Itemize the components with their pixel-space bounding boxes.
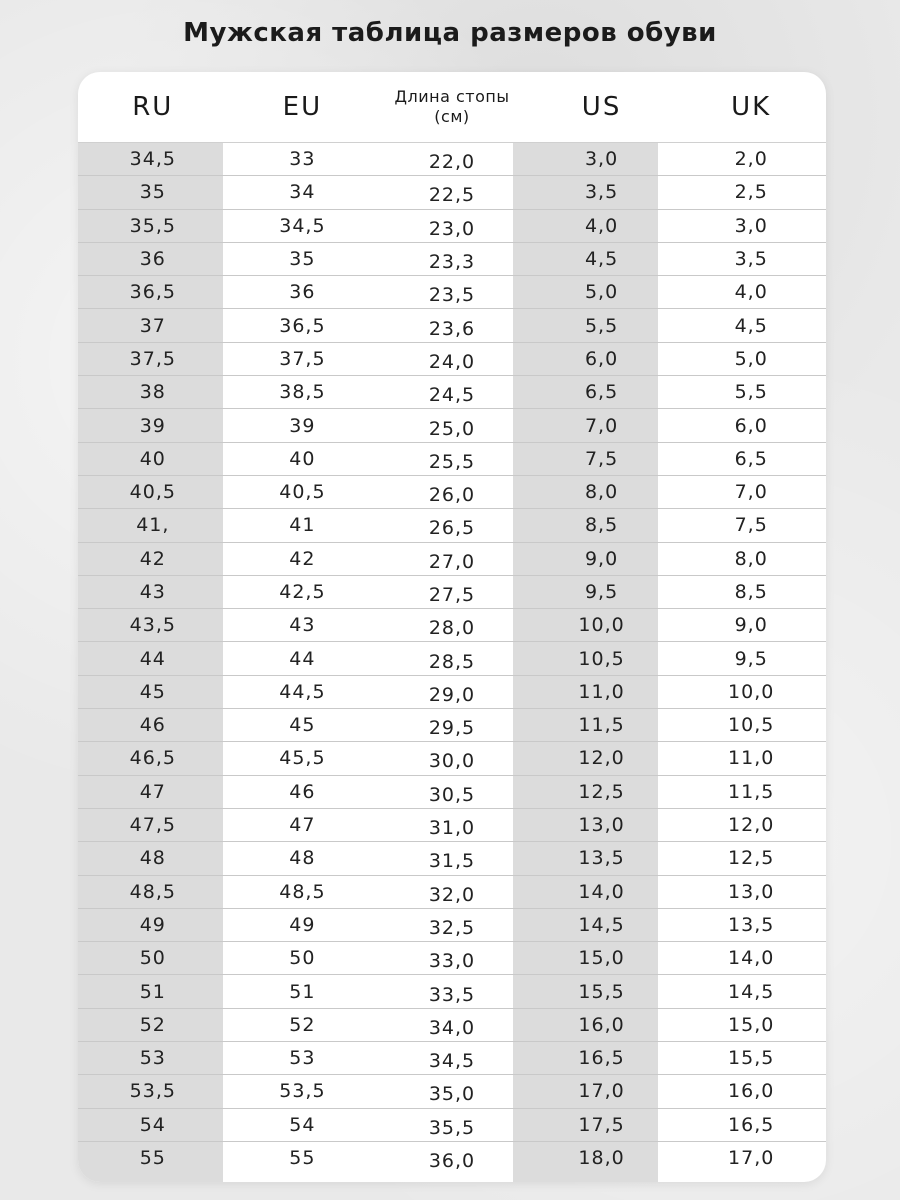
eu-size-cell: 49 bbox=[289, 913, 316, 936]
foot-length-cell: 31,0 bbox=[428, 817, 476, 840]
us-size-cell: 5,5 bbox=[584, 314, 619, 337]
eu-size-cell: 47 bbox=[289, 814, 316, 837]
ru-size-cell: 35 bbox=[139, 181, 166, 204]
us-size-cell: 12,0 bbox=[578, 747, 625, 770]
foot-length-cell: 30,5 bbox=[428, 783, 476, 806]
us-size-cell: 11,0 bbox=[578, 680, 625, 703]
uk-size-cell: 16,0 bbox=[728, 1080, 775, 1103]
uk-size-cell: 3,0 bbox=[734, 214, 768, 237]
us-size-cell: 3,5 bbox=[584, 181, 619, 204]
eu-size-cell: 40,5 bbox=[279, 481, 326, 504]
uk-size-cell: 10,5 bbox=[728, 714, 775, 737]
eu-size-cell: 38,5 bbox=[279, 381, 326, 404]
uk-size-cell: 13,5 bbox=[728, 913, 775, 936]
ru-size-cell: 40,5 bbox=[129, 481, 176, 504]
us-size-cell: 10,5 bbox=[578, 647, 625, 670]
ru-size-cell: 37,5 bbox=[129, 347, 176, 370]
table-row bbox=[78, 875, 826, 908]
uk-size-cell: 6,0 bbox=[734, 414, 768, 437]
foot-length-cell: 23,0 bbox=[428, 217, 476, 240]
foot-length-cell: 31,5 bbox=[428, 850, 476, 873]
table-row bbox=[78, 575, 826, 608]
eu-size-cell: 42,5 bbox=[279, 581, 326, 603]
ru-size-cell: 54 bbox=[139, 1113, 166, 1136]
us-size-cell: 8,5 bbox=[584, 514, 619, 537]
ru-size-cell: 47,5 bbox=[129, 814, 176, 837]
table-row bbox=[78, 408, 826, 441]
size-table-card bbox=[78, 72, 826, 1182]
us-size-cell: 16,5 bbox=[578, 1047, 625, 1070]
table-row bbox=[78, 608, 826, 641]
eu-size-cell: 44 bbox=[289, 647, 316, 670]
ru-size-cell: 50 bbox=[139, 947, 166, 970]
foot-length-cell: 23,3 bbox=[428, 251, 476, 274]
us-size-cell: 7,5 bbox=[584, 447, 619, 470]
uk-size-cell: 5,5 bbox=[734, 381, 768, 404]
ru-size-cell: 44 bbox=[139, 647, 166, 670]
us-size-cell: 15,5 bbox=[578, 980, 625, 1003]
us-size-cell: 14,5 bbox=[578, 913, 625, 936]
foot-length-cell: 27,0 bbox=[428, 550, 476, 573]
foot-length-cell: 33,5 bbox=[428, 983, 476, 1006]
foot-length-cell: 23,5 bbox=[428, 284, 476, 307]
eu-size-cell: 34 bbox=[289, 181, 316, 204]
foot-length-cell: 25,5 bbox=[428, 450, 476, 473]
uk-size-cell: 15,0 bbox=[728, 1013, 775, 1036]
us-size-cell: 17,5 bbox=[578, 1113, 625, 1136]
us-size-cell: 17,0 bbox=[578, 1080, 625, 1103]
eu-size-cell: 37,5 bbox=[279, 347, 326, 370]
us-size-cell: 6,0 bbox=[584, 347, 619, 370]
header-eu: EU bbox=[282, 92, 323, 122]
uk-size-cell: 14,0 bbox=[728, 947, 775, 970]
us-size-cell: 6,5 bbox=[584, 381, 619, 404]
eu-size-cell: 40 bbox=[289, 447, 316, 470]
ru-size-cell: 53,5 bbox=[129, 1080, 176, 1103]
table-row bbox=[78, 641, 826, 674]
uk-size-cell: 8,0 bbox=[734, 547, 768, 570]
us-size-cell: 8,0 bbox=[584, 481, 619, 504]
uk-size-cell: 12,5 bbox=[728, 847, 775, 870]
us-size-cell: 13,5 bbox=[578, 847, 625, 870]
ru-size-cell: 49 bbox=[139, 913, 166, 936]
table-row bbox=[78, 542, 826, 575]
table-body bbox=[78, 142, 826, 1174]
uk-size-cell: 3,5 bbox=[734, 248, 768, 271]
foot-length-cell: 28,0 bbox=[428, 617, 476, 640]
table-row bbox=[78, 275, 826, 308]
page-title: Мужская таблица размеров обуви bbox=[183, 18, 717, 48]
table-row bbox=[78, 775, 826, 808]
foot-length-cell: 34,5 bbox=[428, 1050, 476, 1073]
foot-length-cell: 26,5 bbox=[428, 517, 476, 540]
uk-size-cell: 9,0 bbox=[734, 614, 768, 637]
foot-length-cell: 33,0 bbox=[428, 950, 476, 973]
us-size-cell: 10,0 bbox=[578, 614, 625, 637]
foot-length-cell: 23,6 bbox=[428, 317, 476, 340]
foot-length-cell: 22,5 bbox=[428, 184, 476, 207]
eu-size-cell: 41 bbox=[289, 514, 316, 537]
ru-size-cell: 55 bbox=[139, 1147, 166, 1170]
table-row bbox=[78, 908, 826, 941]
eu-size-cell: 36,5 bbox=[279, 314, 326, 337]
ru-size-cell: 40 bbox=[139, 447, 166, 470]
table-row bbox=[78, 475, 826, 508]
eu-size-cell: 53,5 bbox=[279, 1080, 326, 1103]
us-size-cell: 3,0 bbox=[584, 148, 619, 171]
ru-size-cell: 46,5 bbox=[129, 747, 176, 770]
table-row bbox=[78, 308, 826, 341]
uk-size-cell: 5,0 bbox=[734, 347, 768, 370]
ru-size-cell: 48,5 bbox=[129, 880, 176, 903]
us-size-cell: 13,0 bbox=[578, 814, 625, 837]
uk-size-cell: 7,0 bbox=[734, 481, 768, 504]
eu-size-cell: 48 bbox=[289, 847, 316, 870]
ru-size-cell: 45 bbox=[139, 680, 166, 703]
uk-size-cell: 10,0 bbox=[728, 680, 775, 703]
eu-size-cell: 36 bbox=[289, 281, 316, 304]
ru-size-cell: 34,5 bbox=[129, 148, 176, 171]
eu-size-cell: 54 bbox=[289, 1113, 316, 1136]
uk-size-cell: 15,5 bbox=[728, 1047, 775, 1070]
foot-length-cell: 32,0 bbox=[428, 883, 476, 906]
table-row bbox=[78, 941, 826, 974]
table-row bbox=[78, 974, 826, 1007]
foot-length-cell: 22,0 bbox=[428, 151, 476, 174]
uk-size-cell: 7,5 bbox=[734, 514, 768, 537]
ru-size-cell: 41, bbox=[136, 514, 170, 537]
uk-size-cell: 14,5 bbox=[728, 980, 775, 1003]
foot-length-cell: 32,5 bbox=[428, 916, 476, 939]
eu-size-cell: 46 bbox=[289, 780, 316, 803]
foot-length-cell: 35,0 bbox=[428, 1083, 476, 1106]
eu-size-cell: 34,5 bbox=[279, 214, 326, 237]
eu-size-cell: 45 bbox=[289, 714, 316, 737]
table-row bbox=[78, 808, 826, 841]
uk-size-cell: 17,0 bbox=[728, 1147, 775, 1170]
foot-length-cell: 35,5 bbox=[428, 1116, 476, 1139]
uk-size-cell: 9,5 bbox=[734, 647, 768, 670]
foot-length-cell: 34,0 bbox=[428, 1016, 476, 1039]
ru-size-cell: 42 bbox=[139, 547, 166, 570]
foot-length-cell: 29,0 bbox=[428, 683, 476, 706]
eu-size-cell: 33 bbox=[289, 148, 316, 171]
ru-size-cell: 46 bbox=[139, 714, 166, 737]
eu-size-cell: 52 bbox=[289, 1013, 316, 1036]
eu-size-cell: 35 bbox=[289, 248, 316, 271]
us-size-cell: 18,0 bbox=[578, 1147, 625, 1170]
eu-size-cell: 55 bbox=[289, 1147, 316, 1170]
eu-size-cell: 50 bbox=[289, 947, 316, 970]
eu-size-cell: 42 bbox=[289, 547, 316, 570]
foot-length-cell: 25,0 bbox=[428, 417, 476, 440]
foot-length-cell: 28,5 bbox=[428, 650, 476, 673]
ru-size-cell: 38 bbox=[139, 381, 166, 404]
ru-size-cell: 43 bbox=[139, 581, 166, 603]
table-row bbox=[78, 1041, 826, 1074]
table-row bbox=[78, 675, 826, 708]
ru-size-cell: 37 bbox=[139, 314, 166, 337]
us-size-cell: 16,0 bbox=[578, 1013, 625, 1036]
uk-size-cell: 16,5 bbox=[728, 1113, 775, 1136]
uk-size-cell: 4,0 bbox=[734, 281, 768, 304]
ru-size-cell: 47 bbox=[139, 780, 166, 803]
table-row bbox=[78, 1008, 826, 1041]
eu-size-cell: 39 bbox=[289, 414, 316, 437]
ru-size-cell: 36 bbox=[139, 248, 166, 271]
us-size-cell: 11,5 bbox=[578, 714, 625, 737]
eu-size-cell: 45,5 bbox=[279, 747, 326, 770]
table-row bbox=[78, 242, 826, 275]
ru-size-cell: 39 bbox=[139, 414, 166, 437]
table-row bbox=[78, 508, 826, 541]
uk-size-cell: 13,0 bbox=[728, 880, 775, 903]
us-size-cell: 4,5 bbox=[584, 248, 619, 271]
ru-size-cell: 36,5 bbox=[129, 281, 176, 304]
table-row bbox=[78, 741, 826, 774]
uk-size-cell: 4,5 bbox=[734, 314, 768, 337]
us-size-cell: 5,0 bbox=[584, 281, 619, 304]
ru-size-cell: 52 bbox=[139, 1013, 166, 1036]
ru-size-cell: 35,5 bbox=[129, 214, 176, 237]
table-row bbox=[78, 142, 826, 175]
foot-length-cell: 29,5 bbox=[428, 717, 476, 740]
header-uk: UK bbox=[731, 92, 772, 122]
eu-size-cell: 43 bbox=[289, 614, 316, 637]
eu-size-cell: 51 bbox=[289, 980, 316, 1003]
us-size-cell: 9,0 bbox=[584, 547, 619, 570]
table-row bbox=[78, 1074, 826, 1107]
ru-size-cell: 43,5 bbox=[129, 614, 176, 637]
table-row bbox=[78, 442, 826, 475]
us-size-cell: 4,0 bbox=[584, 214, 619, 237]
ru-size-cell: 51 bbox=[139, 980, 166, 1003]
eu-size-cell: 48,5 bbox=[279, 880, 326, 903]
foot-length-cell: 30,0 bbox=[428, 750, 476, 773]
eu-size-cell: 44,5 bbox=[279, 680, 326, 703]
us-size-cell: 14,0 bbox=[578, 880, 625, 903]
us-size-cell: 9,5 bbox=[584, 581, 619, 603]
foot-length-cell: 26,0 bbox=[428, 484, 476, 507]
header-ru: RU bbox=[132, 92, 174, 122]
foot-length-cell: 36,0 bbox=[428, 1150, 476, 1173]
table-row bbox=[78, 1108, 826, 1141]
uk-size-cell: 11,5 bbox=[728, 780, 775, 803]
us-size-cell: 15,0 bbox=[578, 947, 625, 970]
table-row bbox=[78, 841, 826, 874]
uk-size-cell: 2,5 bbox=[734, 181, 768, 204]
foot-length-cell: 24,5 bbox=[428, 384, 476, 407]
uk-size-cell: 12,0 bbox=[728, 814, 775, 837]
us-size-cell: 7,0 bbox=[584, 414, 619, 437]
uk-size-cell: 6,5 bbox=[734, 447, 768, 470]
table-row bbox=[78, 209, 826, 242]
foot-length-cell: 27,5 bbox=[428, 584, 476, 606]
foot-length-cell: 24,0 bbox=[428, 350, 476, 373]
table-row bbox=[78, 375, 826, 408]
table-row bbox=[78, 175, 826, 208]
header-foot-length: Длина стопы (см) bbox=[394, 87, 510, 126]
uk-size-cell: 11,0 bbox=[728, 747, 775, 770]
eu-size-cell: 53 bbox=[289, 1047, 316, 1070]
table-header bbox=[78, 72, 826, 142]
ru-size-cell: 48 bbox=[139, 847, 166, 870]
table-row bbox=[78, 708, 826, 741]
ru-size-cell: 53 bbox=[139, 1047, 166, 1070]
uk-size-cell: 2,0 bbox=[734, 148, 768, 171]
table-row bbox=[78, 342, 826, 375]
header-us: US bbox=[581, 92, 622, 122]
us-size-cell: 12,5 bbox=[578, 780, 625, 803]
uk-size-cell: 8,5 bbox=[734, 581, 768, 603]
table-row bbox=[78, 1141, 826, 1174]
